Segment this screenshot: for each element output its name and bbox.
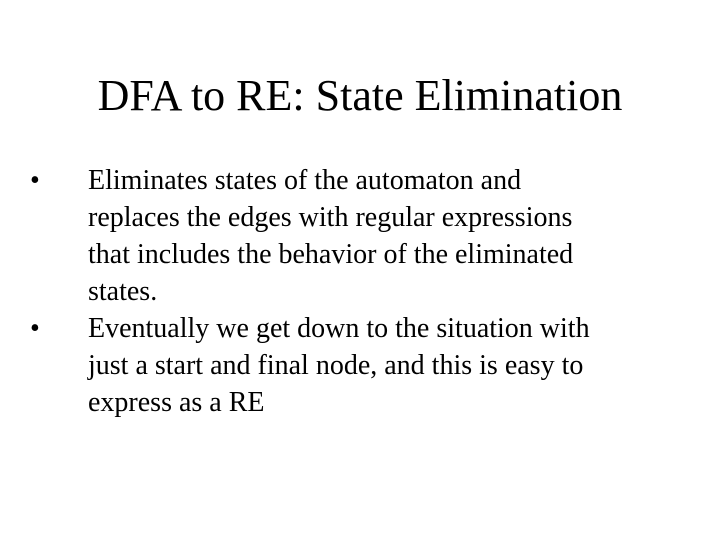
bullet-line: express as a RE	[88, 387, 265, 418]
bullet-list	[30, 162, 680, 421]
bullet-item	[30, 310, 680, 421]
bullet-line: Eliminates states of the automaton and	[88, 165, 522, 196]
bullet-line: just a start and final node, and this is easy to	[88, 350, 584, 381]
bullet-line: states.	[88, 276, 158, 307]
slide-title: DFA to RE: State Elimination	[97, 71, 623, 120]
bullet-marker: •	[30, 165, 40, 196]
bullet-line: replaces the edges with regular expressions	[88, 202, 573, 233]
bullet-line: Eventually we get down to the situation with	[88, 313, 590, 344]
bullet-line: that includes the behavior of the eliminated	[88, 239, 574, 270]
bullet-marker: •	[30, 313, 40, 344]
bullet-item	[30, 162, 680, 310]
